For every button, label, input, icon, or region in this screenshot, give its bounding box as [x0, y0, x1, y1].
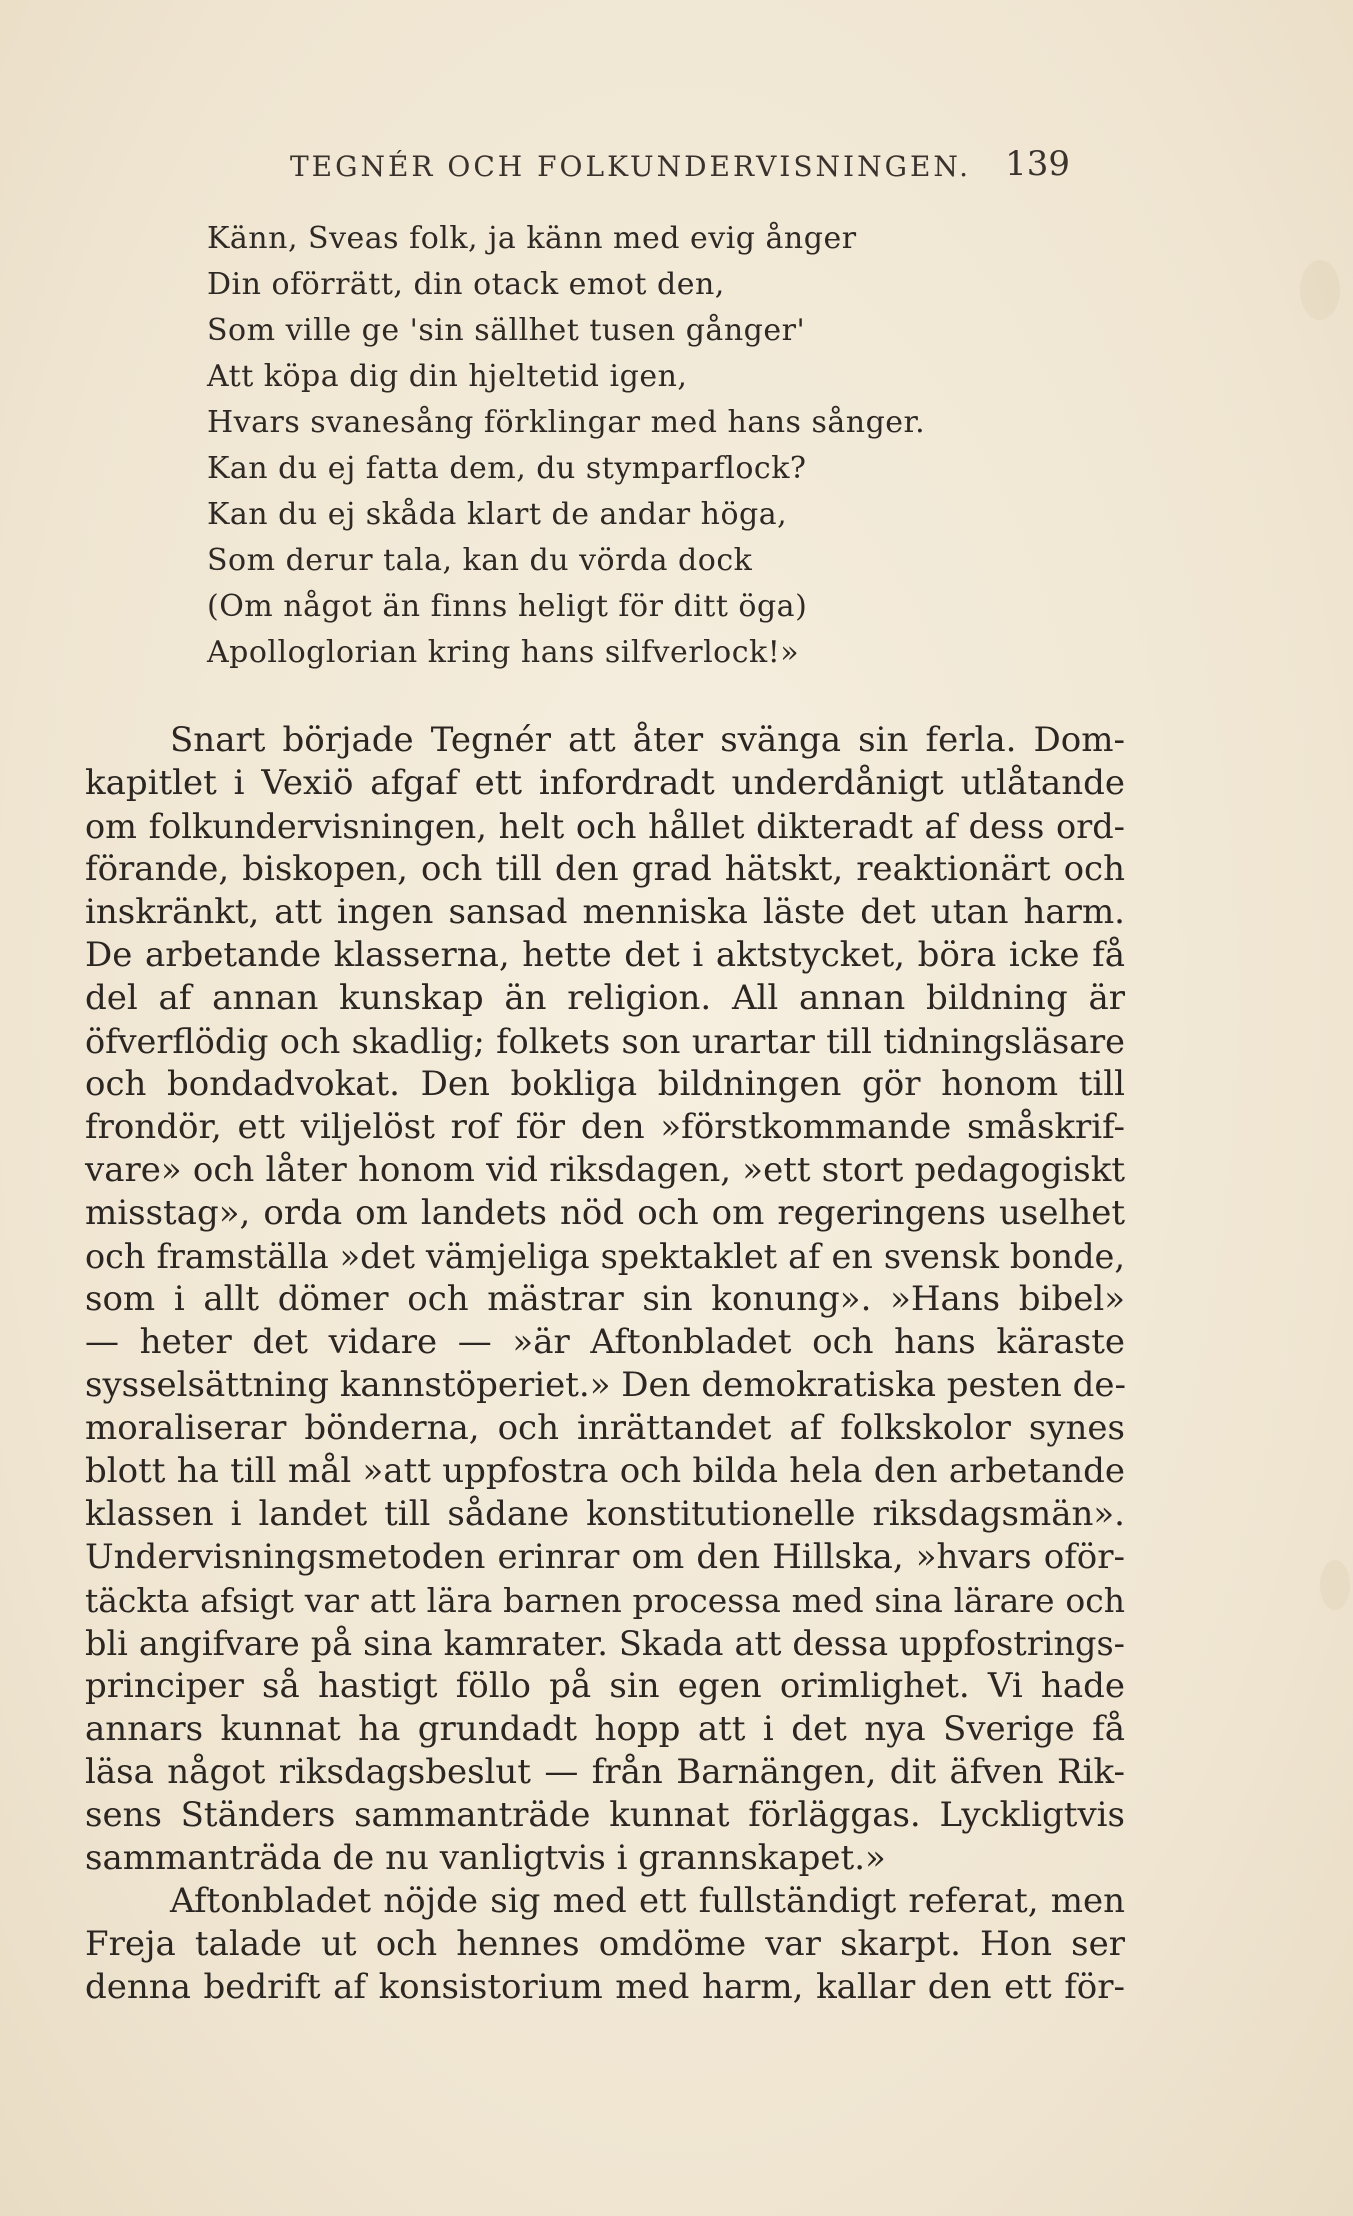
paragraph-line: annars kunnat ha grundadt hopp att i det nya Sverige få [85, 1709, 1125, 1749]
paragraph-line: öfverflödig och skadlig; folkets son urartar till tidningsläsare [85, 1022, 1125, 1061]
poem-line: Att köpa dig din hjeltetid igen, [207, 359, 688, 394]
poem-line: Som ville ge 'sin sällhet tusen gånger' [207, 313, 806, 348]
poem-line: Känn, Sveas folk, ja känn med evig ånger [207, 221, 857, 256]
poem-line: Hvars svanesång förklingar med hans sånger. [207, 405, 926, 440]
paragraph-line: klassen i landet till sådane konstitutionelle riksdagsmän». [85, 1494, 1125, 1534]
poem-line: (Om något än finns heligt för ditt öga) [207, 589, 808, 624]
page-header [290, 144, 1080, 190]
poem-line: Kan du ej skåda klart de andar höga, [207, 497, 788, 532]
paragraph-line: frondör, ett viljelöst rof för den »förstkommande småskrif- [85, 1107, 1125, 1147]
paragraph-line: misstag», orda om landets nöd och om regeringens uselhet [85, 1193, 1125, 1233]
poem-line: Din oförrätt, din otack emot den, [207, 267, 725, 302]
running-title: TEGNÉR OCH FOLKUNDERVISNINGEN. [290, 150, 972, 183]
paragraph-line: som i allt dömer och mästrar sin konung». »Hans bibel» [85, 1279, 1125, 1319]
paragraph-line: täckta afsigt var att lära barnen processa med sina lärare och [85, 1581, 1125, 1620]
paragraph-line: kapitlet i Vexiö afgaf ett infordradt underdånigt utlåtande [85, 763, 1125, 803]
paragraph-line: bli angifvare på sina kamrater. Skada att dessa uppfostrings- [85, 1624, 1125, 1663]
paper-stain [1300, 260, 1340, 320]
paragraph-line: — heter det vidare — »är Aftonbladet och hans käraste [85, 1322, 1125, 1362]
paragraph-line: De arbetande klasserna, hette det i aktstycket, böra icke få [85, 935, 1125, 975]
paragraph-line: förande, biskopen, och till den grad hätskt, reaktionärt och [85, 849, 1125, 889]
poem-line: Som derur tala, kan du vörda dock [207, 543, 753, 578]
paragraph-line: del af annan kunskap än religion. All annan bildning är [85, 978, 1125, 1018]
poem-line: Kan du ej fatta dem, du stymparflock? [207, 451, 807, 486]
paragraph-line: denna bedrift af konsistorium med harm, kallar den ett för- [85, 1967, 1125, 2007]
paper-stain [1320, 1560, 1350, 1610]
paragraph-line: sysselsättning kannstöperiet.» Den demokratiska pesten de- [85, 1365, 1126, 1405]
paragraph-line: principer så hastigt föllo på sin egen orimlighet. Vi hade [85, 1666, 1125, 1706]
poem-stanza [207, 216, 1107, 676]
poem-line: Apolloglorian kring hans silfverlock!» [207, 635, 800, 670]
paragraph-line: Freja talade ut och hennes omdöme var skarpt. Hon ser [85, 1924, 1125, 1964]
paragraph-line: Snart började Tegnér att åter svänga sin ferla. Dom- [170, 720, 1125, 760]
paragraph-line: om folkundervisningen, helt och hållet dikteradt af dess ord- [85, 807, 1125, 846]
paragraph-line: Undervisningsmetoden erinrar om den Hillska, »hvars oför- [85, 1537, 1125, 1577]
paragraph-line: blott ha till mål »att uppfostra och bilda hela den arbetande [85, 1451, 1125, 1491]
paragraph-line: sens Ständers sammanträde kunnat förläggas. Lyckligtvis [85, 1795, 1125, 1835]
paragraph-line: läsa något riksdagsbeslut — från Barnängen, dit äfven Rik- [85, 1752, 1125, 1792]
paragraph-line: och bondadvokat. Den bokliga bildningen gör honom till [85, 1064, 1125, 1104]
paragraph-line: Aftonbladet nöjde sig med ett fullständigt referat, men [170, 1881, 1125, 1921]
paragraph-line: moraliserar bönderna, och inrättandet af folkskolor synes [85, 1408, 1125, 1448]
paragraph-line: sammanträda de nu vanligtvis i grannskapet.» [85, 1838, 886, 1878]
paragraph-line: vare» och låter honom vid riksdagen, »ett stort pedagogiskt [85, 1150, 1125, 1190]
paragraph-line: inskränkt, att ingen sansad menniska läste det utan harm. [85, 892, 1125, 932]
page-number: 139 [1005, 144, 1070, 184]
prose-body [85, 719, 1125, 2009]
paragraph-line: och framställa »det vämjeliga spektaklet af en svensk bonde, [85, 1237, 1125, 1276]
